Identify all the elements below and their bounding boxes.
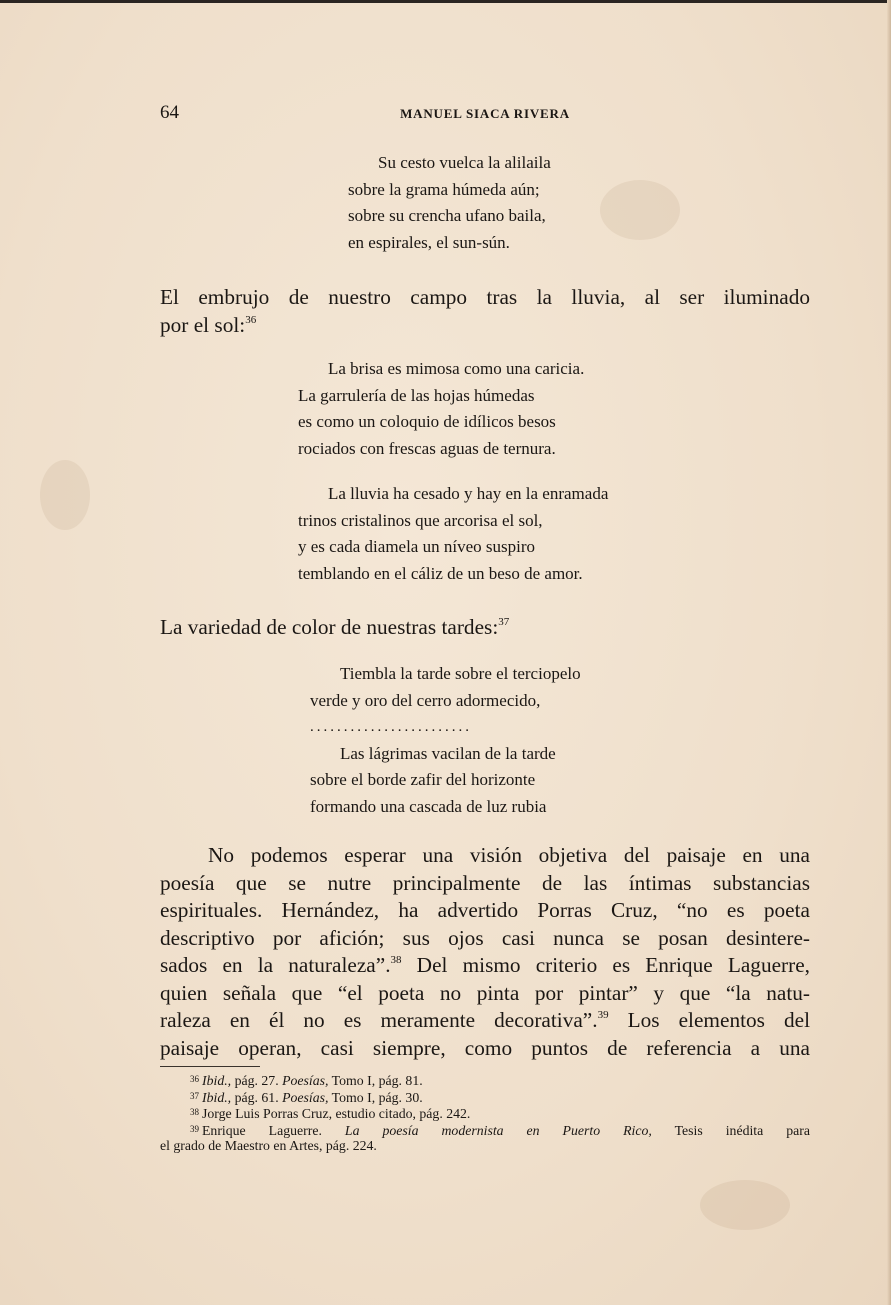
footnote-ibid: Ibid., — [202, 1073, 232, 1088]
footnote-work: Poesías, — [282, 1089, 329, 1105]
footnote-ref: 37 — [498, 616, 510, 628]
verse-quote-2 — [298, 356, 584, 462]
verse-line: en espirales, el sun-sún. — [348, 232, 510, 252]
footnote-work: Poesías, — [282, 1073, 329, 1088]
footnote-text: Tomo I, pág. 30. — [328, 1089, 423, 1105]
footnote — [160, 1089, 810, 1106]
footnotes — [160, 1072, 810, 1154]
verse-line: sobre la grama húmeda aún; — [348, 179, 540, 199]
verse-line: sobre el borde zafir del horizonte — [310, 770, 536, 789]
verse-quote-2-stanza-2 — [298, 481, 608, 587]
paragraph-text: raleza en él no es meramente decorativa”. — [160, 1008, 598, 1032]
verse-line: Las lágrimas vacilan de la tarde — [340, 743, 556, 763]
verse-quote-1 — [348, 150, 551, 256]
paragraph-line: descriptivo por afición; sus ojos casi nunca se posan desintere- — [160, 925, 810, 950]
footnote-continuation: el grado de Maestro en Artes, pág. 224. — [160, 1138, 377, 1153]
paragraph-text: Del mismo criterio es Enrique Laguerre, — [401, 953, 811, 977]
verse-line: temblando en el cáliz de un beso de amor. — [298, 563, 583, 583]
footnote-number: 36 — [190, 1074, 199, 1084]
paragraph-line — [160, 1007, 810, 1035]
prose-text: por el sol: — [160, 312, 246, 337]
prose-text: La variedad de color de nuestras tardes: — [160, 615, 499, 639]
footnote-text: pág. 61. — [231, 1089, 283, 1105]
verse-line: La garrulería de las hojas húmedas — [298, 385, 535, 405]
footnote-text: Jorge Luis Porras Cruz, estudio citado, pág. 242. — [202, 1106, 471, 1121]
prose-intro-2 — [160, 614, 810, 642]
verse-line: La lluvia ha cesado y hay en la enramada — [328, 484, 609, 503]
running-head: MANUEL SIACA RIVERA — [400, 106, 570, 121]
footnote — [160, 1122, 810, 1139]
paragraph-line: espirituales. Hernández, ha advertido Porras Cruz, “no es poeta — [160, 898, 810, 922]
verse-line: Su cesto vuelca la alilaila — [378, 153, 551, 172]
prose-line — [160, 614, 810, 642]
paper-stain — [600, 180, 680, 240]
footnote-title: La poesía modernista en Puerto Rico, — [344, 1122, 652, 1138]
verse-line: trinos cristalinos que arcorisa el sol, — [298, 510, 543, 530]
verse-line: La brisa es mimosa como una caricia. — [328, 359, 585, 378]
verse-line: y es cada diamela un níveo suspiro — [298, 537, 535, 556]
footnote-rule — [160, 1066, 260, 1067]
footnote-ref: 38 — [390, 954, 402, 966]
verse-line: verde y oro del cerro adormecido, — [310, 690, 541, 710]
paragraph-line: paisaje operan, casi siempre, como puntos de referencia a una — [160, 1035, 810, 1060]
paragraph-text: Los elementos del — [608, 1008, 810, 1032]
footnote — [160, 1105, 810, 1122]
paragraph-line: No podemos esperar una visión objetiva del paisaje en una — [208, 843, 810, 867]
footnote-number: 39 — [190, 1123, 199, 1134]
scan-top-edge — [0, 0, 891, 3]
footnote-ibid: Ibid., — [202, 1089, 232, 1105]
paragraph-line: poesía que se nutre principalmente de las íntimas substancias — [160, 870, 810, 895]
verse-line: Tiembla la tarde sobre el terciopelo — [340, 664, 581, 683]
verse-line: rociados con frescas aguas de ternura. — [298, 438, 556, 458]
prose-line: El embrujo de nuestro campo tras la lluvia, al ser iluminado — [160, 285, 810, 309]
footnote-text: Enrique Laguerre. — [202, 1122, 345, 1138]
paper-stain — [40, 460, 90, 530]
footnote-text: Tomo I, pág. 81. — [328, 1073, 423, 1088]
footnote-ref: 36 — [245, 313, 257, 326]
page-number: 64 — [160, 102, 179, 123]
verse-line: es como un coloquio de idílicos besos — [298, 412, 556, 431]
footnote-number: 37 — [190, 1090, 199, 1101]
scan-right-edge — [887, 0, 891, 1305]
footnote-number: 38 — [190, 1107, 199, 1117]
footnote-ref: 39 — [597, 1009, 609, 1021]
prose-intro-1 — [160, 284, 810, 339]
verse-ellipsis: ........................ — [310, 719, 472, 735]
footnote — [160, 1072, 810, 1089]
body-paragraph — [160, 842, 810, 1062]
verse-quote-3 — [310, 661, 581, 820]
paragraph-text: sados en la naturaleza”. — [160, 953, 391, 977]
page-header — [160, 102, 810, 126]
prose-line — [160, 312, 810, 340]
verse-line: formando una cascada de luz rubia — [310, 796, 547, 816]
footnote-text: pág. 27. — [231, 1073, 283, 1088]
paragraph-line — [160, 952, 810, 980]
footnote-text: Tesis inédita para — [651, 1122, 810, 1138]
paragraph-line: quien señala que “el poeta no pinta por pintar” y que “la natu- — [160, 980, 810, 1005]
paper-stain — [700, 1180, 790, 1230]
verse-line: sobre su crencha ufano baila, — [348, 206, 546, 225]
